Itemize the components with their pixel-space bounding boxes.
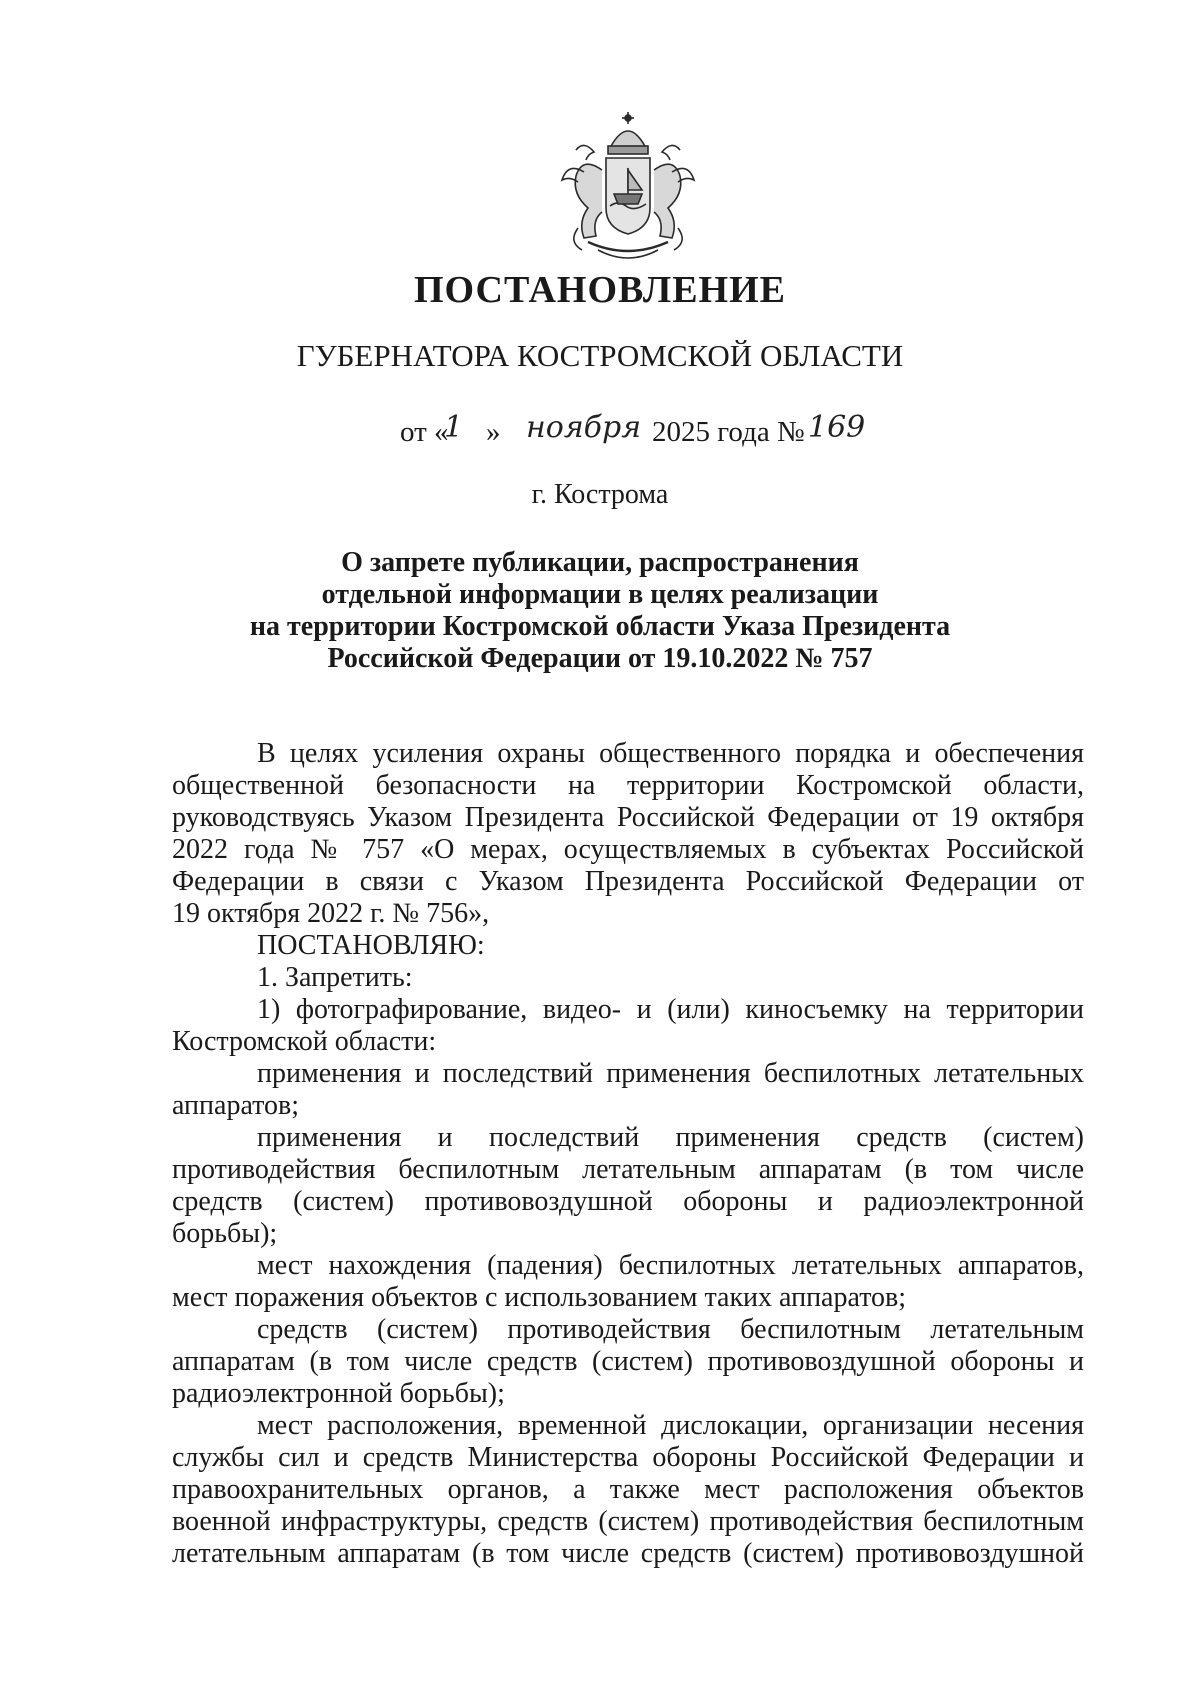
text-line: военной инфраструктуры, средств (систем) противодействия беспилотным	[172, 1506, 1084, 1537]
text-line: средств (систем) противодействия беспилотным летательным	[257, 1314, 1084, 1345]
text-line: мест нахождения (падения) беспилотных летательных аппаратов,	[257, 1250, 1084, 1281]
text-line: руководствуясь Указом Президента Российской Федерации от 19 октября	[172, 802, 1084, 833]
city: г. Кострома	[531, 479, 669, 510]
handwritten-number: 169	[808, 410, 866, 445]
text-line: радиоэлектронной борьбы);	[172, 1378, 505, 1409]
handwritten-month: ноября	[526, 410, 642, 445]
date-prefix: от «	[400, 416, 449, 448]
list-paragraph	[172, 1250, 1084, 1314]
list-paragraph	[172, 1410, 1084, 1570]
date-quote-close: »	[486, 416, 501, 448]
text-line: аппаратов;	[172, 1090, 300, 1121]
list-paragraph	[172, 1314, 1084, 1410]
title-line: О запрете публикации, распространения	[341, 547, 859, 578]
text-line: средств (систем) противовоздушной обороны и радиоэлектронной	[172, 1186, 1084, 1217]
text-line: летательным аппаратам (в том числе средств (систем) противовоздушной	[172, 1538, 1084, 1569]
document-title	[200, 547, 1000, 675]
text-line: применения и последствий применения средств (систем)	[257, 1122, 1084, 1153]
decree-word: ПОСТАНОВЛЯЮ:	[257, 930, 485, 961]
document-body	[172, 738, 1084, 1570]
title-line: Российской Федерации от 19.10.2022 № 757	[327, 643, 873, 674]
preamble-paragraph	[172, 738, 1084, 930]
text-line: противодействия беспилотным летательным аппаратам (в том числе	[172, 1154, 1084, 1185]
text-line: 1) фотографирование, видео- и (или) киносъемку на территории	[257, 994, 1084, 1025]
date-number-line	[400, 410, 960, 456]
list-paragraph	[172, 1122, 1084, 1250]
text-line: 19 октября 2022 г. № 756»,	[172, 898, 490, 929]
text-line: мест поражения объектов с использованием таких аппаратов;	[172, 1282, 907, 1313]
text-line: борьбы);	[172, 1218, 278, 1249]
sub-item-1	[172, 994, 1084, 1058]
title-line: отдельной информации в целях реализации	[321, 579, 879, 610]
text-line: В целях усиления охраны общественного порядка и обеспечения	[257, 738, 1084, 769]
item-1: 1. Запретить:	[257, 962, 413, 993]
list-paragraph	[172, 1058, 1084, 1122]
handwritten-day: 1	[444, 410, 464, 445]
text-line: службы сил и средств Министерства обороны Российской Федерации и	[172, 1442, 1084, 1473]
text-line: Федерации в связи с Указом Президента Российской Федерации от	[172, 866, 1084, 897]
document-type-heading: ПОСТАНОВЛЕНИЕ	[413, 269, 787, 311]
text-line: общественной безопасности на территории Костромской области,	[172, 770, 1084, 801]
text-line: 2022 года № 757 «О мерах, осуществляемых в субъектах Российской	[172, 834, 1084, 865]
kostroma-coat-of-arms-icon	[548, 110, 708, 268]
text-line: аппаратам (в том числе средств (систем) противовоздушной обороны и	[172, 1346, 1084, 1377]
text-line: применения и последствий применения беспилотных летательных	[257, 1058, 1084, 1089]
text-line: мест расположения, временной дислокации, организации несения	[257, 1410, 1084, 1441]
title-line: на территории Костромской области Указа Президента	[249, 611, 951, 642]
issuing-authority: ГУБЕРНАТОРА КОСТРОМСКОЙ ОБЛАСТИ	[296, 338, 904, 373]
date-year-text: 2025 года №	[652, 416, 805, 448]
text-line: Костромской области:	[172, 1026, 437, 1057]
text-line: правоохранительных органов, а также мест расположения объектов	[172, 1474, 1084, 1505]
